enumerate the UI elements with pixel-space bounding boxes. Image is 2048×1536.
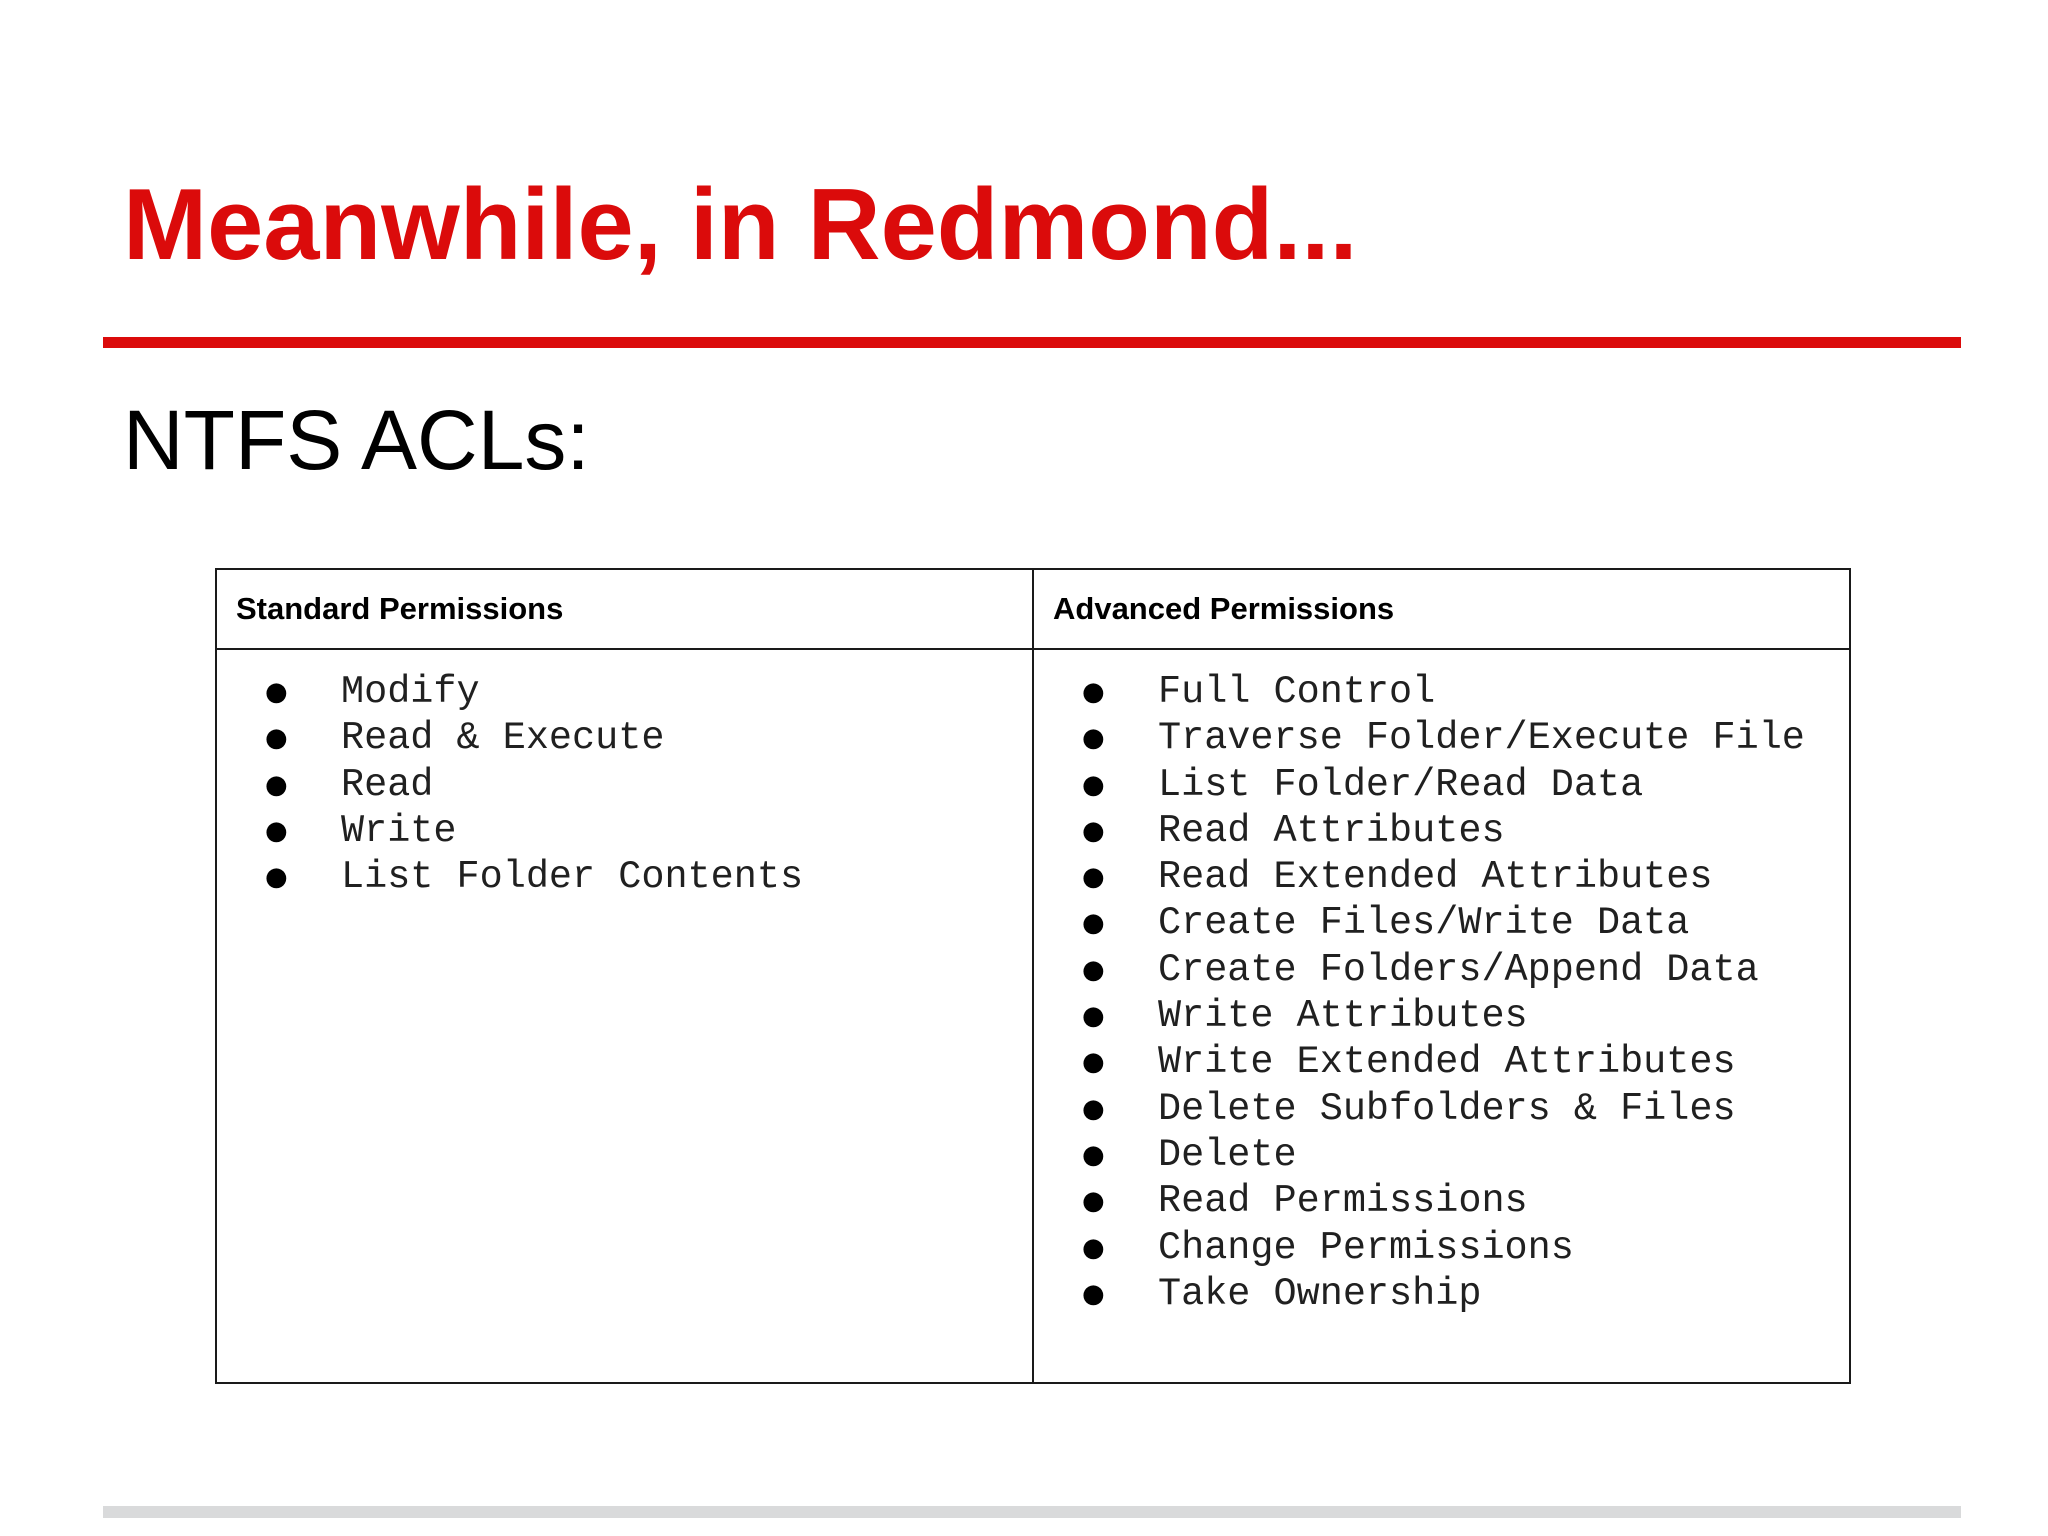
bullet-icon: ● (265, 677, 288, 707)
permission-label: Delete Subfolders & Files (1158, 1086, 1736, 1131)
permission-label: Read Attributes (1158, 808, 1505, 853)
bullet-icon: ● (1082, 954, 1105, 985)
header-advanced-permissions: Advanced Permissions (1033, 569, 1850, 649)
list-item (1034, 1225, 1849, 1271)
bullet-icon: ● (1082, 1093, 1105, 1124)
bullet-icon: ● (1082, 1001, 1105, 1032)
permission-label: Write Extended Attributes (1158, 1040, 1736, 1085)
advanced-permissions-cell (1033, 649, 1850, 1383)
bullet-icon: ● (1082, 677, 1105, 707)
list-item (1034, 1132, 1849, 1178)
advanced-permissions-list (1034, 650, 1849, 1317)
permission-label: Full Control (1158, 670, 1436, 714)
bullet-icon: ● (1082, 862, 1105, 893)
list-item (1034, 1039, 1849, 1085)
list-item (217, 715, 1032, 761)
standard-permissions-cell (216, 649, 1033, 1383)
list-item (217, 762, 1032, 808)
list-item (1034, 669, 1849, 715)
title-divider (103, 337, 1961, 348)
bullet-icon: ● (265, 769, 288, 800)
list-item (1034, 993, 1849, 1039)
bullet-icon: ● (1082, 1139, 1105, 1170)
list-item (1034, 1086, 1849, 1132)
bullet-icon: ● (1082, 1278, 1105, 1309)
list-item (1034, 1178, 1849, 1224)
permission-label: Read & Execute (341, 716, 665, 761)
permission-label: Write Attributes (1158, 994, 1528, 1039)
bullet-icon: ● (1082, 1186, 1105, 1217)
permission-label: List Folder/Read Data (1158, 762, 1644, 807)
bullet-icon: ● (265, 815, 288, 846)
standard-permissions-list (217, 650, 1032, 900)
bullet-icon: ● (1082, 1232, 1105, 1263)
list-item (1034, 947, 1849, 993)
permission-label: Take Ownership (1158, 1271, 1482, 1316)
permission-label: Change Permissions (1158, 1225, 1574, 1270)
bullet-icon: ● (1082, 723, 1105, 754)
bullet-icon: ● (1082, 769, 1105, 800)
footer-divider (103, 1506, 1961, 1518)
permission-label: Create Files/Write Data (1158, 901, 1690, 946)
slide-subtitle: NTFS ACLs: (123, 393, 590, 487)
permission-label: Create Folders/Append Data (1158, 947, 1759, 992)
bullet-icon: ● (1082, 908, 1105, 939)
permission-label: Modify (341, 670, 480, 714)
permission-label: List Folder Contents (341, 855, 804, 900)
table-header-row (216, 569, 1850, 649)
list-item (1034, 854, 1849, 900)
list-item (1034, 715, 1849, 761)
header-standard-permissions: Standard Permissions (216, 569, 1033, 649)
permission-label: Read Permissions (1158, 1179, 1528, 1224)
bullet-icon: ● (265, 723, 288, 754)
permission-label: Read (341, 762, 434, 807)
list-item (1034, 1271, 1849, 1317)
bullet-icon: ● (1082, 815, 1105, 846)
permissions-table (215, 568, 1851, 1384)
permission-label: Read Extended Attributes (1158, 855, 1713, 900)
list-item (1034, 900, 1849, 946)
list-item (217, 669, 1032, 715)
list-item (217, 854, 1032, 900)
slide-title: Meanwhile, in Redmond... (123, 169, 1358, 281)
list-item (1034, 808, 1849, 854)
permission-label: Traverse Folder/Execute File (1158, 716, 1805, 761)
list-item (217, 808, 1032, 854)
bullet-icon: ● (1082, 1047, 1105, 1078)
bullet-icon: ● (265, 862, 288, 893)
table-body-row (216, 649, 1850, 1383)
list-item (1034, 762, 1849, 808)
permission-label: Delete (1158, 1132, 1297, 1177)
permission-label: Write (341, 808, 457, 853)
